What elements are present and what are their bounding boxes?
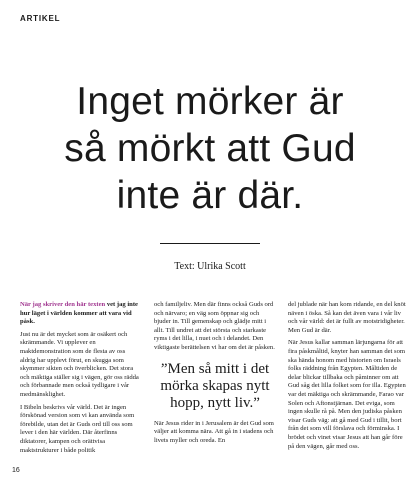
section-label: ARTIKEL: [20, 14, 61, 23]
body-paragraph: När Jesus kallar samman lärjungarna för att fira påskmåltid, knyter han samman det som ska hända honom med historien om Israels folks räddning från Egypten. Måltiden de delar blickar tillbaka och påminner om att Gud såg det lilla folket som for illa. Egypten var det mäktiga och skrämmande, Farao var Solen och Aftonstjärnan. Det eviga, som ingen skulle rå på. Men den judiska påsken visar Guds väg: att gå med Gud i tillit, bort från det som vill förslava och förminska. I brödet och vinet visar Jesus att han går före på den vägen, går med oss.: [288, 339, 406, 450]
body-paragraph: När Jesus rider in i Jerusalem är det Gud som väljer att komma nära. Att gå in i stadens och livets myller och oreda. En: [154, 419, 274, 444]
title-line: inte är där.: [116, 174, 304, 217]
lead-highlight: När jag skriver den här texten: [20, 301, 106, 308]
title-line: Inget mörker är: [76, 80, 344, 123]
byline: Text: Ulrika Scott: [174, 261, 246, 272]
text-column-3: [288, 301, 410, 455]
body-paragraph: del jublade när han kom ridande, en del knöt näven i öska. Så kan det även vara i vår liv och vår värld: det är fullt av motstridigheter. Men Gud är där.: [288, 301, 406, 334]
body-paragraph: och familjeliv. Men där finns också Guds ord och närvaro; en väg som öppnar sig och bjuder in. Till gemenskap och glädje mitt i allt. Till undret att det största och starkaste ryms i det lilla, i nuet och i delandet. Den viktigaste berättelsen vi har om det är påsken.: [154, 301, 275, 351]
lead-rest: vet jag inte hur läget i världen kommer att vara vid påsk.: [20, 301, 138, 326]
lead-paragraph: [20, 301, 142, 327]
title-divider: [160, 243, 260, 244]
page-number: 16: [12, 467, 20, 474]
article-title: [0, 78, 420, 219]
pull-quote: ”Men så mitt i det mörka skapas nytt hopp, nytt liv.”: [160, 360, 270, 411]
body-paragraph: Just nu är det mycket som är osäkert och skrämmande. Vi upplever en maktdemonstration som de flesta av oss aldrig har upplevt förut, en skugga som skymmer sikten och överblicken. Det stora och mäktiga ställer sig i vägen, gör oss rädda och förbannade men också tydligare i vår medmänsklighet.: [20, 330, 139, 398]
text-column-1: [20, 301, 142, 459]
text-column-2: [154, 301, 276, 449]
title-line: så mörkt att Gud: [64, 127, 356, 170]
body-paragraph: I Bibeln beskrivs vår värld. Det är ingen förskönad version som vi kan använda som förebilde, utan det är Guds ord till oss som lever i den här världen. Där återfinns diktatorer, kampen och orättvisa maktstrukturer i både politik: [20, 403, 135, 454]
